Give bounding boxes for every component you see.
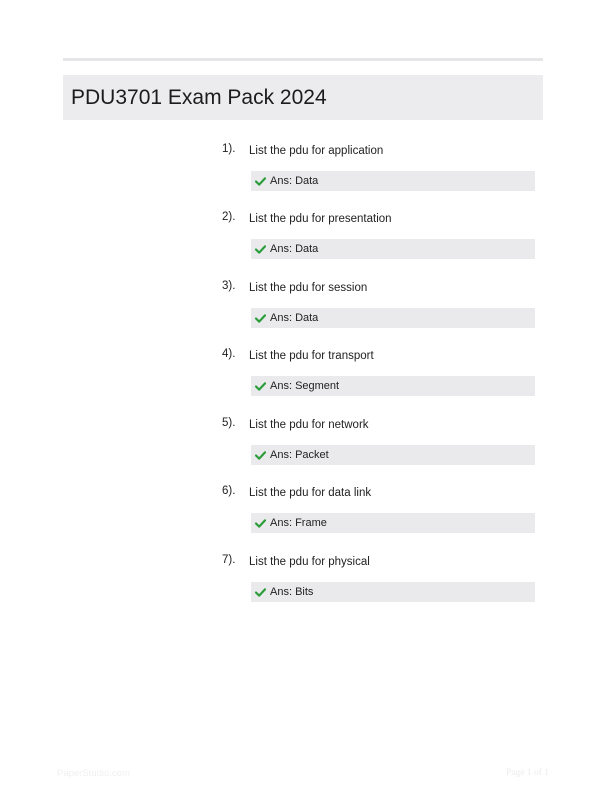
question-item [222,554,535,614]
answer-box [251,376,535,396]
page-number: Page 1 of 1 [505,768,549,778]
answer-box [251,171,535,191]
answer-text: Ans: Segment [270,380,340,392]
answer-box [251,445,535,465]
question-text: List the pdu for data link [249,487,372,499]
answer-box [251,582,535,602]
question-item [222,211,535,271]
checkmark-icon [255,382,266,391]
checkmark-icon [255,177,266,186]
question-item [222,143,535,203]
question-number: 4). [222,348,236,360]
question-number: 1). [222,143,236,155]
checkmark-icon [255,451,266,460]
answer-text: Ans: Data [270,175,319,187]
question-text: List the pdu for physical [249,556,370,568]
checkmark-icon [255,314,266,323]
question-item [222,485,535,545]
question-number: 2). [222,211,236,223]
question-text: List the pdu for presentation [249,213,392,225]
answer-text: Ans: Frame [270,517,327,529]
answer-box [251,239,535,259]
question-number: 5). [222,417,236,429]
question-text: List the pdu for network [249,419,369,431]
question-number: 3). [222,280,236,292]
question-text: List the pdu for transport [249,350,374,362]
question-text: List the pdu for session [249,282,368,294]
answer-text: Ans: Data [270,312,319,324]
checkmark-icon [255,245,266,254]
answer-text: Ans: Bits [270,586,314,598]
question-item [222,280,535,340]
question-text: List the pdu for application [249,145,384,157]
question-item [222,417,535,477]
title-banner [63,75,543,120]
page-title: PDU3701 Exam Pack 2024 [71,85,327,109]
answer-box [251,513,535,533]
footer-watermark: PaperStudio.com [57,768,130,779]
question-number: 7). [222,554,236,566]
question-number: 6). [222,485,236,497]
answer-box [251,308,535,328]
question-item [222,348,535,408]
checkmark-icon [255,519,266,528]
answer-text: Ans: Packet [270,449,329,461]
answer-text: Ans: Data [270,243,319,255]
checkmark-icon [255,588,266,597]
top-divider [63,58,543,61]
